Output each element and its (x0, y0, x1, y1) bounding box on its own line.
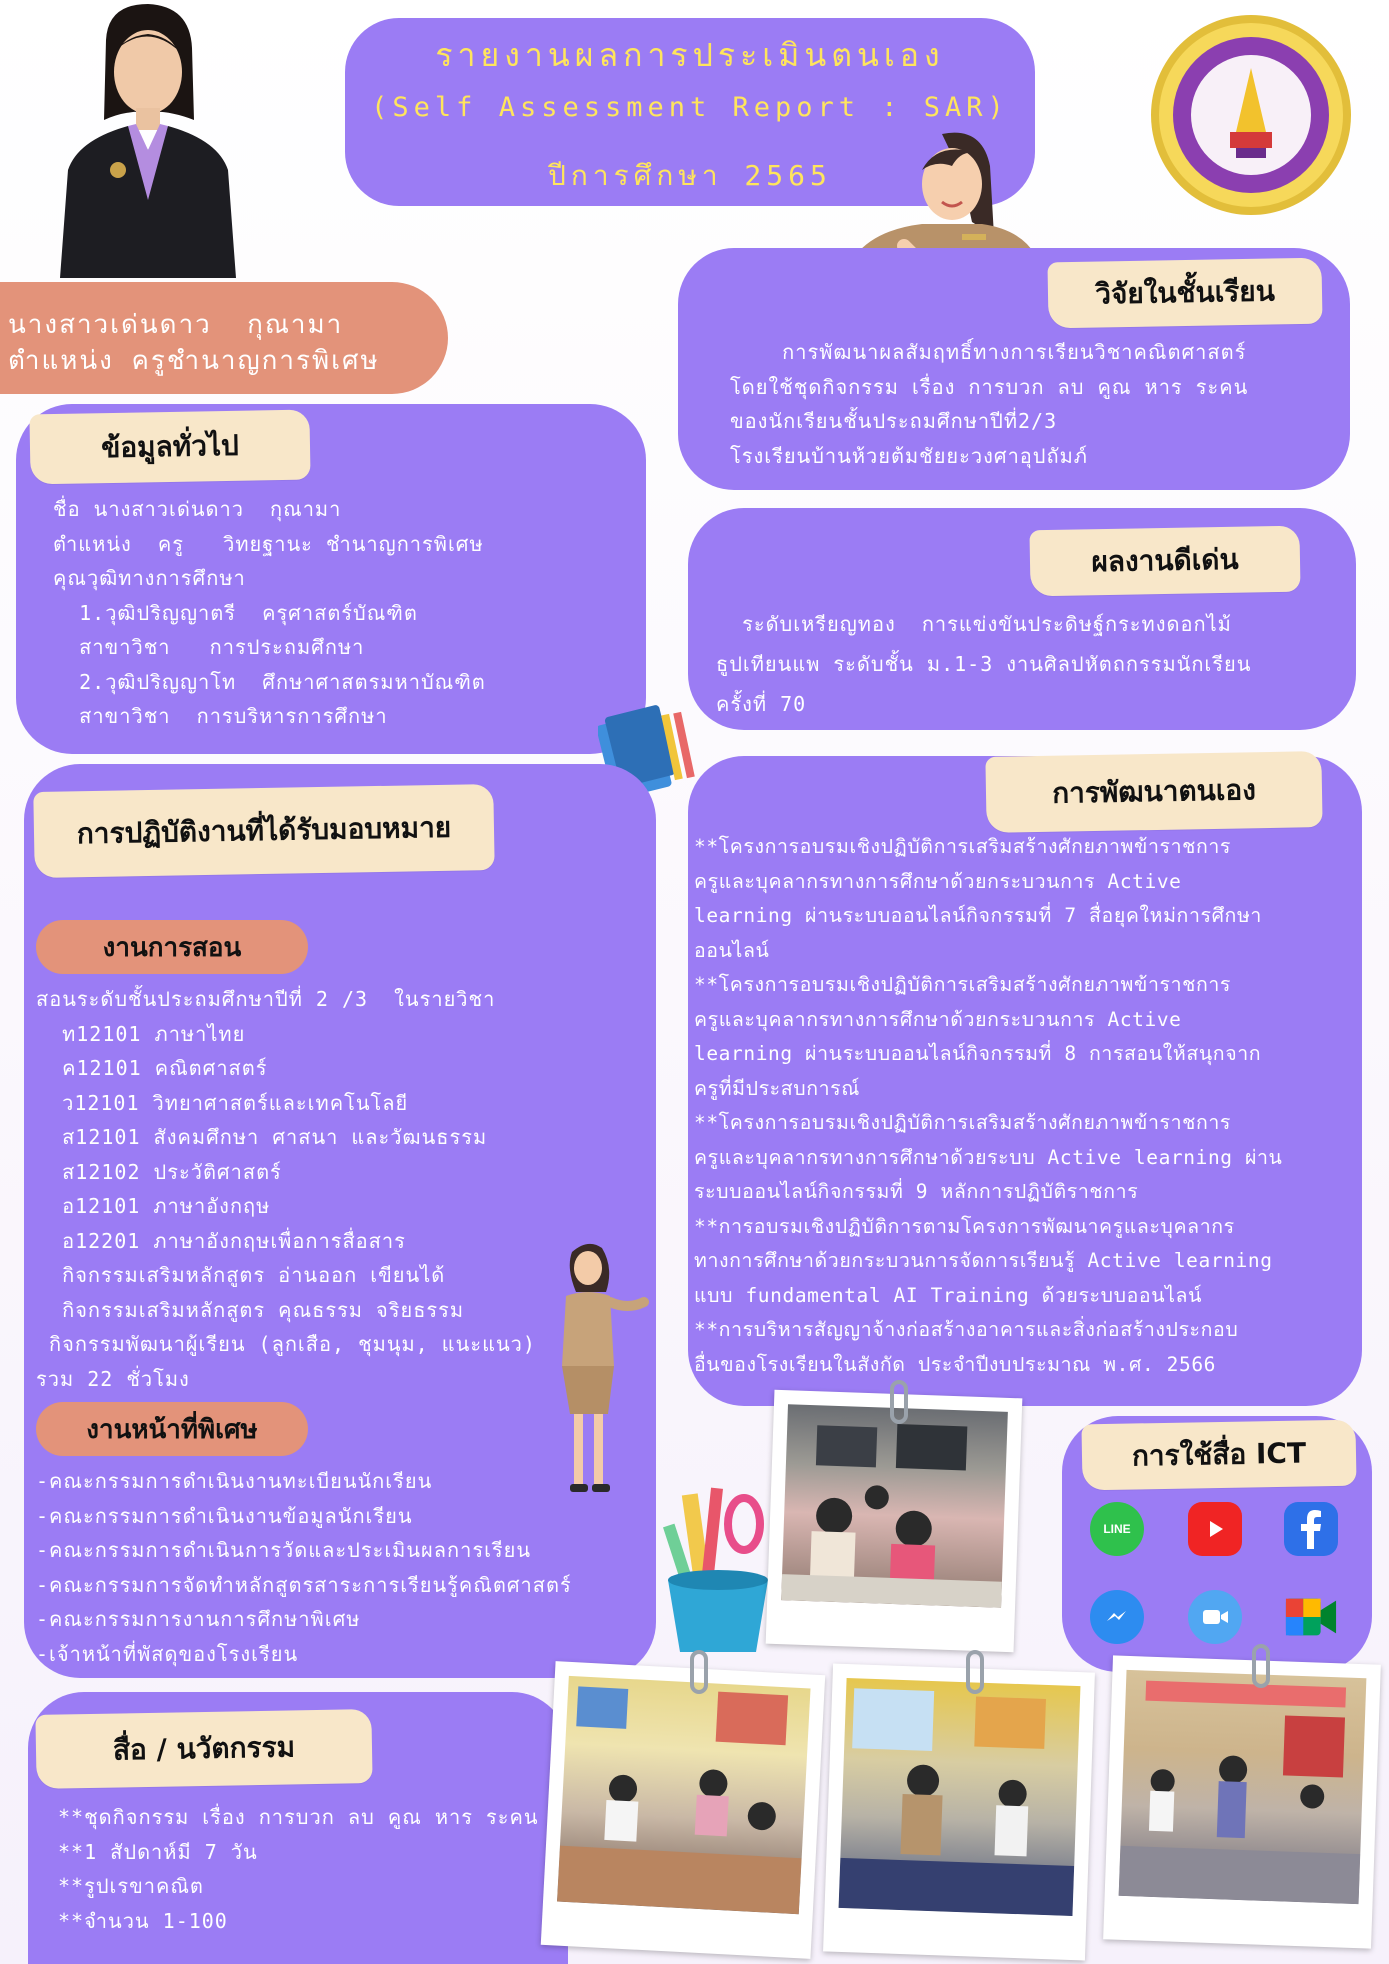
google-meet-icon[interactable] (1284, 1590, 1338, 1644)
special-duties-heading: งานหน้าที่พิเศษ (36, 1402, 308, 1456)
self-development-line: ครูและบุคลากรทางการศึกษาด้วยกระบวนการ Active (694, 869, 1182, 893)
general-info-text (40, 492, 486, 734)
self-development-line: **โครงการอบรมเชิงปฏิบัติการเสริมสร้างศักยภาพข้าราชการ (694, 973, 1231, 996)
media-heading: สื่อ / นวัตกรรม (35, 1709, 372, 1789)
photo-clip (890, 1380, 908, 1424)
teaching-line: อ12101 ภาษาอังกฤษ (36, 1194, 271, 1218)
self-development-line: ระบบออนไลน์กิจกรรมที่ 9 หลักการปฏิบัติราชการ (694, 1180, 1139, 1203)
general-info-heading: ข้อมูลทั่วไป (29, 410, 310, 485)
report-title: รายงานผลการประเมินตนเอง (435, 36, 945, 74)
self-development-line: ครูที่มีประสบการณ์ (694, 1076, 860, 1100)
self-development-line: **การอบรมเชิงปฏิบัติการตามโครงการพัฒนาครูและบุคลากร (694, 1214, 1235, 1238)
messenger-icon[interactable] (1090, 1590, 1144, 1644)
research-line: การพัฒนาผลสัมฤทธิ์ทางการเรียนวิชาคณิตศาสตร์ (730, 340, 1247, 364)
cartoon-teacher-illustration (812, 126, 1062, 266)
general-info-line: ตำแหน่ง ครู วิทยฐานะ ชำนาญการพิเศษ (40, 531, 484, 556)
self-development-line: learning ผ่านระบบออนไลน์กิจกรรมที่ 8 การสอนให้สนุกจาก (694, 1042, 1262, 1065)
general-info-line: สาขาวิชา การบริหารการศึกษา (40, 704, 388, 728)
special-duty-line: -คณะกรรมการดำเนินงานทะเบียนนักเรียน (36, 1469, 433, 1493)
general-info-line: สาขาวิชา การประถมศึกษา (40, 635, 365, 659)
achievement-heading: ผลงานดีเด่น (1029, 526, 1300, 597)
achievement-text (716, 604, 1251, 724)
special-duty-line: -คณะกรรมการดำเนินการวัดและประเมินผลการเรียน (36, 1538, 532, 1562)
special-duties-text (36, 1464, 572, 1671)
youtube-icon[interactable] (1188, 1502, 1242, 1556)
self-development-line: ครูและบุคลากรทางการศึกษาด้วยกระบวนการ Active (694, 1007, 1182, 1031)
self-development-line: อื่นของโรงเรียนในสังกัด ประจำปีงบประมาณ พ.ศ. 2566 (694, 1352, 1217, 1376)
line-icon[interactable] (1090, 1502, 1144, 1556)
general-info-line: คุณวุฒิทางการศึกษา (40, 566, 246, 590)
research-heading: วิจัยในชั้นเรียน (1047, 258, 1322, 329)
teaching-line: ว12101 วิทยาศาสตร์และเทคโนโลยี (36, 1090, 409, 1115)
special-duty-line: -คณะกรรมการงานการศึกษาพิเศษ (36, 1607, 361, 1631)
self-development-line: ออนไลน์ (694, 938, 770, 962)
self-development-heading: การพัฒนาตนเอง (985, 751, 1322, 833)
teaching-line: รวม 22 ชั่วโมง (36, 1366, 190, 1391)
self-development-line: **โครงการอบรมเชิงปฏิบัติการเสริมสร้างศักยภาพข้าราชการ (694, 1111, 1231, 1134)
line-icon-label: LINE (1103, 1522, 1131, 1536)
general-info-line: ชื่อ นางสาวเด่นดาว กุณามา (40, 497, 342, 521)
general-info-line: 1.วุฒิปริญญาตรี ครุศาสตร์บัณฑิต (40, 600, 418, 625)
media-text (58, 1800, 539, 1938)
teaching-line: ท12101 ภาษาไทย (36, 1021, 246, 1046)
teaching-line: ส12101 สังคมศึกษา ศาสนา และวัฒนธรรม (36, 1125, 488, 1149)
classroom-photo-2 (541, 1661, 825, 1959)
academic-year: ปีการศึกษา 2565 (548, 159, 832, 192)
photo-clip (1252, 1644, 1270, 1688)
self-development-line: ทางการศึกษาด้วยกระบวนการจัดการเรียนรู้ Active learning (694, 1249, 1273, 1272)
achievement-line: ธูปเทียนแพ ระดับชั้น ม.1-3 งานศิลปหัตถกรรมนักเรียน (716, 652, 1252, 676)
teaching-text (36, 982, 536, 1396)
research-line: โรงเรียนบ้านห้วยต้มชัยยะวงศาอุปถัมภ์ (730, 443, 1088, 468)
school-logo (1148, 12, 1354, 218)
special-duty-line: -เจ้าหน้าที่พัสดุของโรงเรียน (36, 1641, 299, 1666)
report-subtitle: (Self Assessment Report : SAR) (371, 92, 1009, 123)
stationery-cup-illustration (658, 1484, 780, 1654)
teacher-portrait (48, 0, 238, 278)
teaching-line: ส12102 ประวัติศาสตร์ (36, 1159, 282, 1184)
research-line: ของนักเรียนชั้นประถมศึกษาปีที่2/3 (730, 409, 1058, 433)
classroom-photo-3 (823, 1664, 1095, 1961)
media-line: **รูปเรขาคณิต (58, 1874, 204, 1898)
media-line: **1 สัปดาห์มี 7 วัน (58, 1839, 258, 1864)
media-line: **ชุดกิจกรรม เรื่อง การบวก ลบ คูณ หาร ระคน (58, 1805, 539, 1829)
achievement-line: ระดับเหรียญทอง การแข่งขันประดิษฐ์กระทงดอกไม้ (716, 612, 1232, 636)
media-line: **จำนวน 1-100 (58, 1908, 228, 1933)
teaching-line: อ12201 ภาษาอังกฤษเพื่อการสื่อสาร (36, 1228, 406, 1253)
teaching-line: กิจกรรมเสริมหลักสูตร คุณธรรม จริยธรรม (36, 1297, 465, 1322)
general-info-line: 2.วุฒิปริญญาโท ศึกษาศาสตรมหาบัณฑิต (40, 669, 486, 694)
special-duty-line: -คณะกรรมการดำเนินงานข้อมูลนักเรียน (36, 1503, 413, 1528)
teaching-line: ค12101 คณิตศาสตร์ (36, 1056, 268, 1080)
achievement-line: ครั้งที่ 70 (716, 692, 807, 716)
teacher-position: ตำแหน่ง ครูชำนาญการพิเศษ (8, 346, 380, 376)
photo-clip (690, 1650, 708, 1694)
self-development-line: ครูและบุคลากรทางการศึกษาด้วยระบบ Active learning ผ่าน (694, 1145, 1283, 1169)
special-duty-line: -คณะกรรมการจัดทำหลักสูตรสาระการเรียนรู้คณิตศาสตร์ (36, 1572, 572, 1597)
teaching-heading: งานการสอน (36, 920, 308, 974)
research-line: โดยใช้ชุดกิจกรรม เรื่อง การบวก ลบ คูณ หาร ระคน (730, 374, 1249, 399)
teacher-name: นางสาวเด่นดาว กุณามา (8, 310, 344, 340)
zoom-icon[interactable] (1188, 1590, 1242, 1644)
photo-clip (966, 1650, 984, 1694)
self-development-line: **โครงการอบรมเชิงปฏิบัติการเสริมสร้างศักยภาพข้าราชการ (694, 835, 1231, 858)
assigned-work-heading: การปฏิบัติงานที่ได้รับมอบหมาย (33, 784, 494, 878)
name-banner (0, 282, 448, 394)
facebook-icon[interactable] (1284, 1502, 1338, 1556)
self-development-text (694, 830, 1282, 1382)
research-text (730, 335, 1248, 473)
teaching-line: กิจกรรมเสริมหลักสูตร อ่านออก เขียนได้ (36, 1263, 446, 1287)
self-development-line: **การบริหารสัญญาจ้างก่อสร้างอาคารและสิ่งก่อสร้างประกอบ (694, 1318, 1239, 1341)
self-development-line: แบบ fundamental AI Training ด้วยระบบออนไลน์ (694, 1283, 1203, 1307)
standing-teacher-illustration (544, 1238, 650, 1500)
classroom-photo-4 (1103, 1655, 1381, 1948)
self-development-line: learning ผ่านระบบออนไลน์กิจกรรมที่ 7 สื่อยุคใหม่การศึกษา (694, 904, 1262, 927)
ict-heading: การใช้สื่อ ICT (1081, 1420, 1356, 1491)
teaching-line: สอนระดับชั้นประถมศึกษาปีที่ 2 /3 ในรายวิชา (36, 987, 496, 1011)
classroom-photo-1 (766, 1390, 1023, 1653)
teaching-line: กิจกรรมพัฒนาผู้เรียน (ลูกเสือ, ชุมนุม, แนะแนว) (36, 1332, 536, 1356)
